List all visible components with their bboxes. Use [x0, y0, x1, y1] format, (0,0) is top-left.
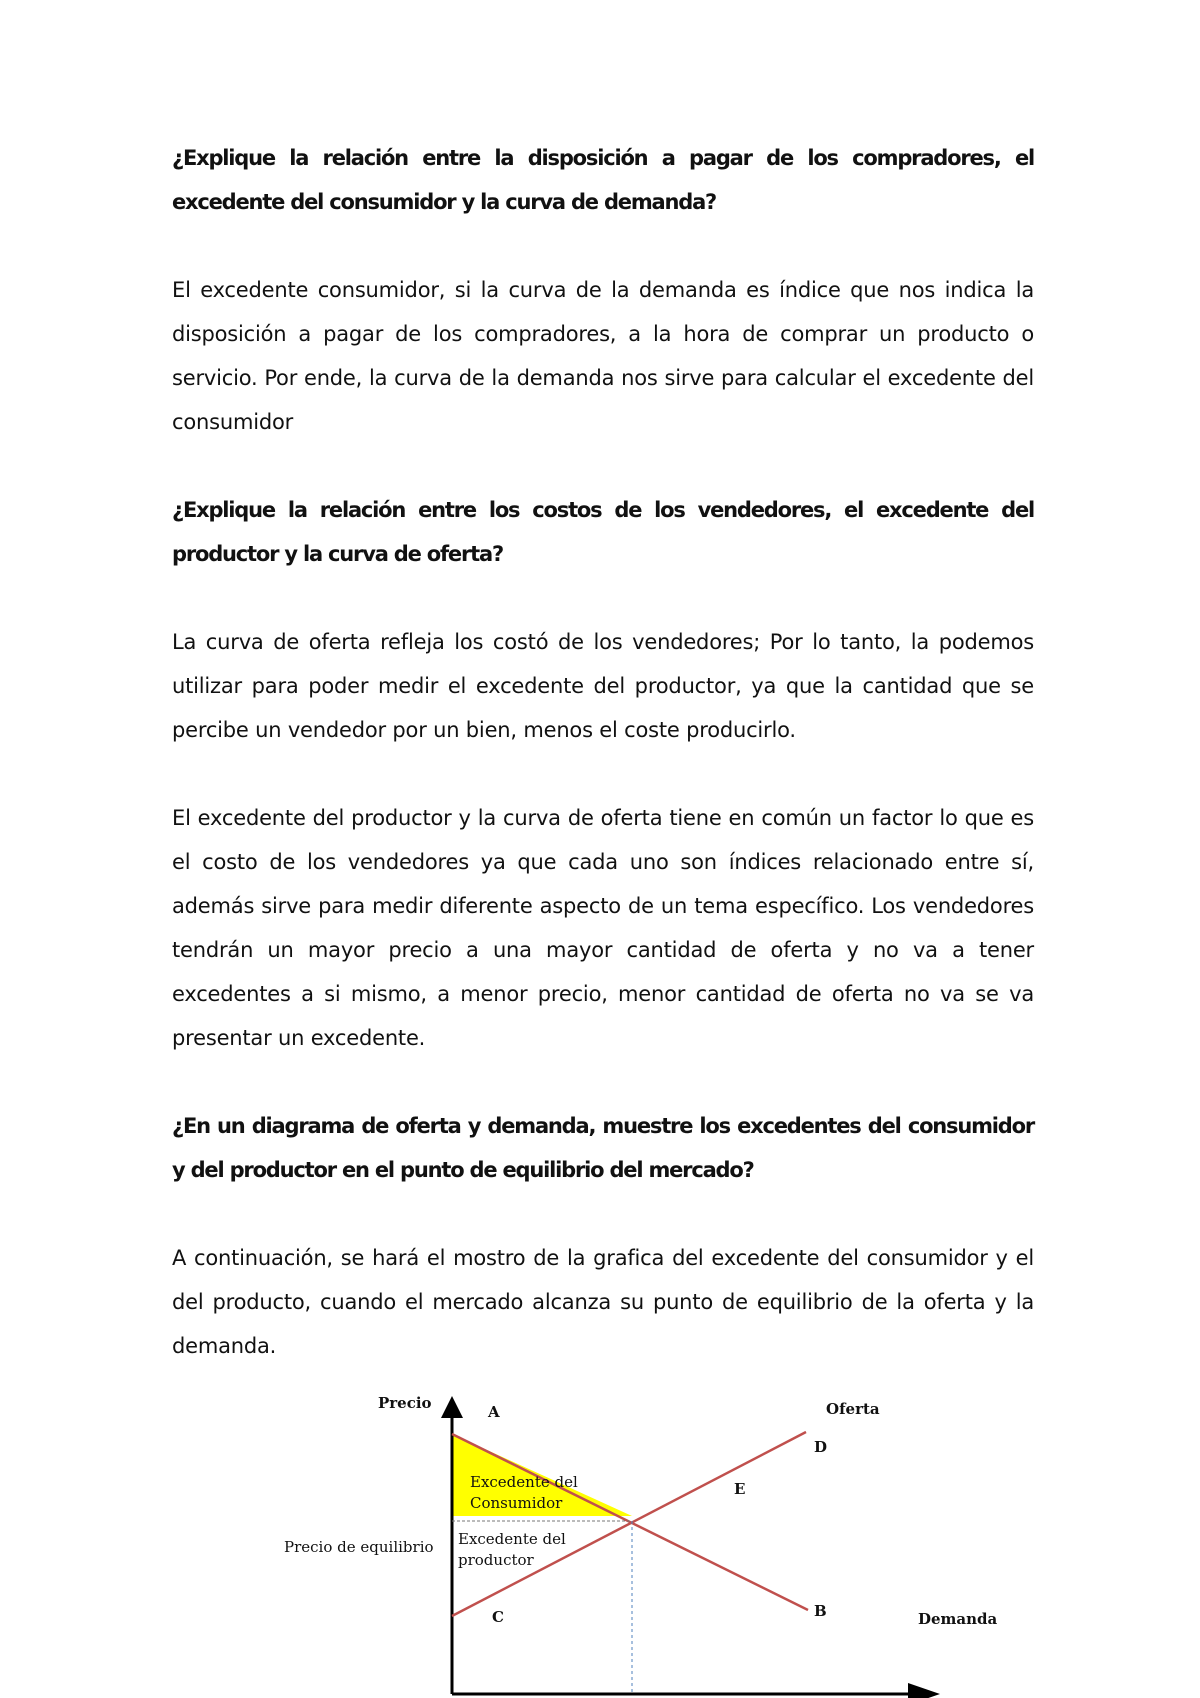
x-axis-arrow-icon: [908, 1683, 940, 1698]
demand-curve: [452, 1434, 808, 1610]
x-axis-label: Demanda: [918, 1610, 998, 1628]
point-b-label: B: [814, 1602, 827, 1620]
answer-3: A continuación, se hará el mostro de la grafica del excedente del consumidor y el del producto, cuando el mercado alcanza su punto de equilibrio de la oferta y la demanda.: [172, 1246, 1034, 1358]
answer-1: El excedente consumidor, si la curva de la demanda es índice que nos indica la disposición a pagar de los compradores, a la hora de comprar un producto o servicio. Por ende, la curva de la demanda nos sirve para calcular el excedente del consumidor: [172, 278, 1034, 434]
answer-2a: La curva de oferta refleja los costó de los vendedores; Por lo tanto, la podemos utilizar para poder medir el excedente del productor, ya que la cantidad que se percibe un vendedor por un bien, menos el coste producirlo.: [172, 630, 1034, 742]
point-a-label: A: [488, 1403, 500, 1421]
producer-surplus-label-line1: Excedente del: [458, 1530, 566, 1548]
producer-surplus-label-line2: productor: [458, 1551, 534, 1569]
consumer-surplus-label-line1: Excedente del: [470, 1473, 578, 1491]
consumer-surplus-label-line2: Consumidor: [470, 1494, 563, 1512]
question-1: ¿Explique la relación entre la disposición a pagar de los compradores, el excedente del consumidor y la curva de demanda?: [172, 146, 1034, 214]
question-2: ¿Explique la relación entre los costos de los vendedores, el excedente del productor y la curva de oferta?: [172, 498, 1034, 566]
supply-label: Oferta: [826, 1400, 880, 1418]
y-axis-arrow-icon: [441, 1396, 463, 1418]
point-d-label: D: [814, 1438, 828, 1456]
point-c-label: C: [492, 1608, 504, 1626]
answer-2b: El excedente del productor y la curva de oferta tiene en común un factor lo que es el costo de los vendedores ya que cada uno son índices relacionado entre sí, además sirve para medir diferente aspecto de un tema específico. Los vendedores tendrán un mayor precio a una mayor cantidad de oferta y no va a tener excedentes a si mismo, a menor precio, menor cantidad de oferta no va se va presentar un excedente.: [172, 806, 1034, 1050]
point-e-label: E: [734, 1480, 746, 1498]
y-axis-label: Precio: [378, 1394, 432, 1412]
equilibrium-price-label: Precio de equilibrio: [284, 1538, 434, 1556]
question-3: ¿En un diagrama de oferta y demanda, muestre los excedentes del consumidor y del productor en el punto de equilibrio del mercado?: [172, 1114, 1034, 1182]
